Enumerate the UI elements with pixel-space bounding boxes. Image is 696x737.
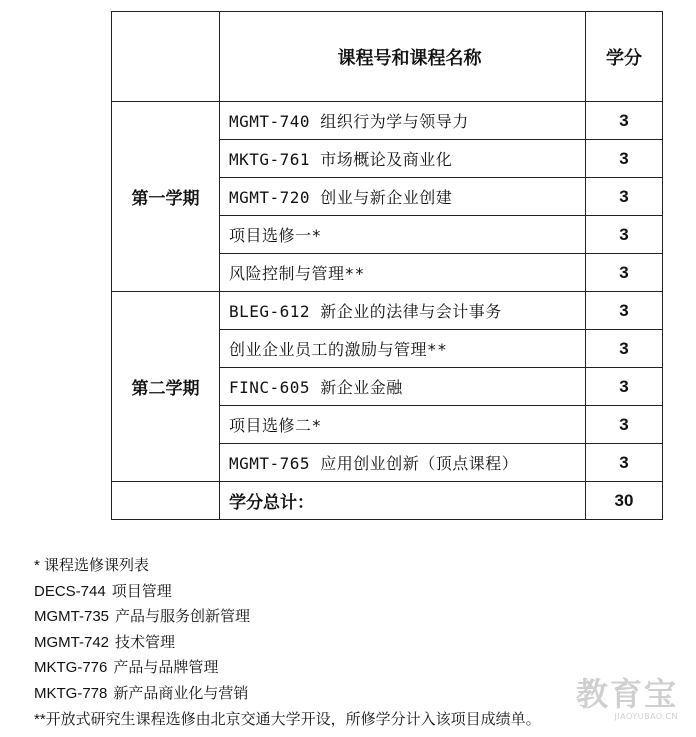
total-credit: 30 [586,482,663,520]
elective-name: 产品与服务创新管理 [115,608,251,626]
footnote: **开放式研究生课程选修由北京交通大学开设，所修学分计入该项目成绩单。 [34,710,541,728]
course-credit: 3 [586,178,663,216]
course-name: 风险控制与管理** [220,254,586,292]
course-table [111,11,663,520]
course-credit: 3 [586,140,663,178]
course-name: MGMT-720 创业与新企业创建 [220,178,586,216]
course-credit: 3 [586,254,663,292]
course-name: MGMT-740 组织行为学与领导力 [220,102,586,140]
total-empty-cell [112,482,220,520]
notes-section [34,553,541,732]
course-credit: 3 [586,444,663,482]
list-item [34,655,541,681]
watermark-site: JIAOYUBAO.CN [614,712,678,721]
term-label: 第二学期 [112,292,220,482]
course-credit: 3 [586,292,663,330]
elective-code: MKTG-776 [34,659,108,677]
course-credit: 3 [586,406,663,444]
elective-name: 产品与品牌管理 [113,659,219,677]
course-credit: 3 [586,216,663,254]
table-row [112,102,663,140]
total-label: 学分总计： [220,482,586,520]
list-item [34,681,541,707]
watermark-brand: 教育宝 [575,675,678,713]
course-credit: 3 [586,102,663,140]
course-name: FINC-605 新企业金融 [220,368,586,406]
course-name: BLEG-612 新企业的法律与会计事务 [220,292,586,330]
course-name: 项目选修一* [220,216,586,254]
total-row [112,482,663,520]
elective-code: MKTG-778 [34,684,108,702]
course-name: 项目选修二* [220,406,586,444]
elective-name: 项目管理 [111,582,172,600]
list-item [34,604,541,630]
course-name: MKTG-761 市场概论及商业化 [220,140,586,178]
elective-code: MGMT-735 [34,608,110,626]
header-empty-cell [112,12,220,102]
list-item [34,630,541,656]
watermark-logo [576,677,678,721]
header-credit: 学分 [586,12,663,102]
elective-code: DECS-744 [34,582,106,600]
elective-name: 技术管理 [115,633,176,651]
header-course-name: 课程号和课程名称 [220,12,586,102]
elective-name: 新产品商业化与营销 [113,684,249,702]
list-item [34,579,541,605]
elective-list-title: * 课程选修课列表 [34,557,150,574]
course-name: MGMT-765 应用创业创新（顶点课程） [220,444,586,482]
elective-code: MGMT-742 [34,633,110,651]
term-label: 第一学期 [112,102,220,292]
table-header-row [112,12,663,102]
course-credit: 3 [586,330,663,368]
table-row [112,292,663,330]
course-name: 创业企业员工的激励与管理** [220,330,586,368]
course-credit: 3 [586,368,663,406]
